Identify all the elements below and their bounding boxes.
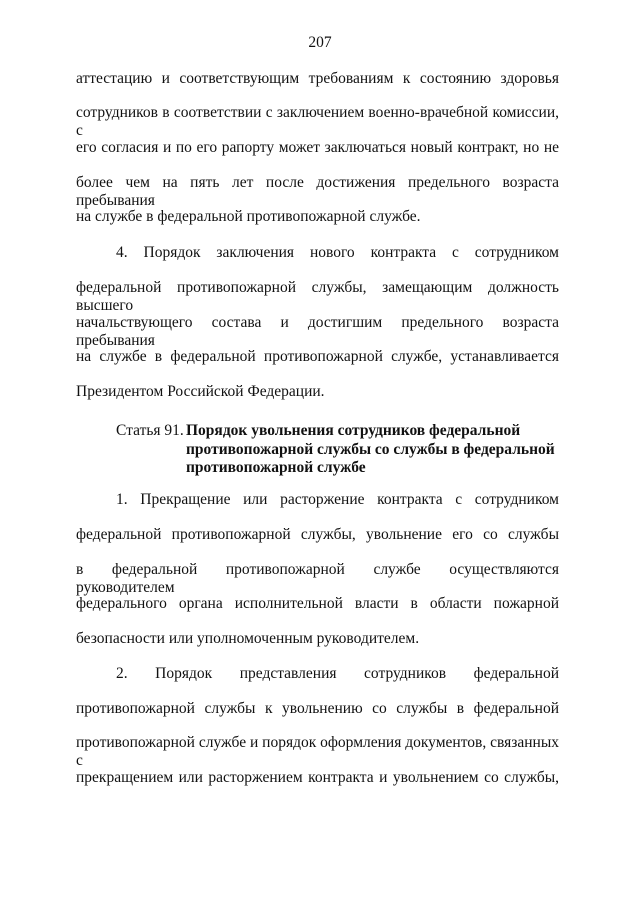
text-line: противопожарной службе и порядок оформления документов, связанных с (76, 734, 559, 769)
page-number: 207 (308, 34, 332, 51)
text-line: в федеральной противопожарной службе осуществляются руководителем (76, 561, 559, 596)
text-line: на службе в федеральной противопожарной службе. (76, 208, 421, 225)
text-line: противопожарной службы к увольнению со службы в федеральной (76, 700, 559, 717)
text-line: более чем на пять лет после достижения предельного возраста пребывания (76, 174, 559, 209)
article-title-line: Порядок увольнения сотрудников федеральной (186, 422, 521, 439)
text-line: сотрудников в соответствии с заключением военно-врачебной комиссии, с (76, 104, 559, 139)
article-title (186, 422, 555, 478)
text-line: федеральной противопожарной службы, замещающим должность высшего (76, 279, 559, 314)
text-line: прекращением или расторжением контракта и увольнением со службы, (76, 769, 559, 786)
text-line: его согласия и по его рапорту может заключаться новый контракт, но не (76, 139, 559, 156)
article-number: Статья 91. (116, 422, 184, 439)
text-line: безопасности или уполномоченным руководителем. (76, 630, 420, 647)
text-line: аттестацию и соответствующим требованиям к состоянию здоровья (76, 70, 559, 87)
paragraph-first-line: 1. Прекращение или расторжение контракта с сотрудником (116, 491, 559, 508)
article-title-line: противопожарной службе (186, 459, 366, 476)
article-title-line: противопожарной службы со службы в федеральной (186, 440, 555, 458)
text-line: Президентом Российской Федерации. (76, 383, 325, 400)
paragraph-first-line: 4. Порядок заключения нового контракта с сотрудником (116, 244, 559, 261)
text-line: федеральной противопожарной службы, увольнение его со службы (76, 526, 559, 543)
paragraph-first-line: 2. Порядок представления сотрудников федеральной (116, 665, 559, 682)
text-line: начальствующего состава и достигшим предельного возраста пребывания (76, 314, 559, 349)
text-line: федерального органа исполнительной власти в области пожарной (76, 595, 559, 612)
text-line: на службе в федеральной противопожарной службе, устанавливается (76, 348, 559, 365)
